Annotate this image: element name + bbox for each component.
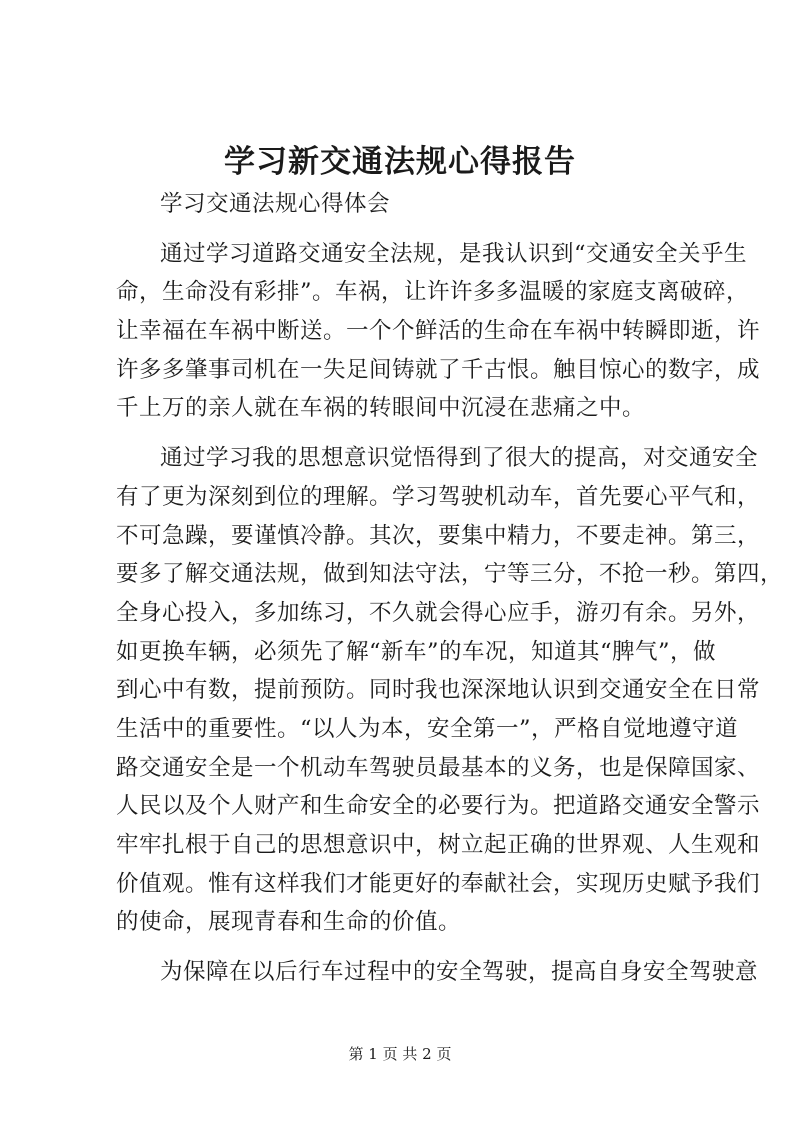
document-body bbox=[116, 185, 784, 992]
paragraph-line: 千上万的亲人就在车祸的转眼间中沉浸在悲痛之中。 bbox=[116, 395, 646, 422]
paragraph-1 bbox=[116, 235, 761, 428]
paragraph-line: 路交通安全是一个机动车驾驶员最基本的义务，也是保障国家、 bbox=[116, 754, 761, 781]
paragraph-line: 全身心投入，多加练习，不久就会得心应手，游刃有余。另外， bbox=[116, 599, 761, 626]
paragraph-line: 到心中有数，提前预防。同时我也深深地认识到交通安全在日常 bbox=[116, 677, 761, 704]
paragraph-line: 牢牢扎根于自己的思想意识中，树立起正确的世界观、人生观和 bbox=[116, 832, 761, 858]
paragraph-spacer bbox=[116, 942, 692, 953]
paragraph-line: 价值观。惟有这样我们才能更好的奉献社会，实现历史赋予我们 bbox=[116, 870, 761, 897]
paragraph-line: 让幸福在车祸中断送。一个个鲜活的生命在车祸中转瞬即逝，许 bbox=[116, 318, 761, 345]
paragraph-spacer bbox=[116, 224, 692, 235]
paragraph-line: 生活中的重要性。“以人为本，安全第一”，严格自觉地遵守道 bbox=[116, 715, 739, 742]
paragraph-line: 命，生命没有彩排”。车祸，让许许多多温暖的家庭支离破碎， bbox=[116, 279, 750, 306]
paragraph-2 bbox=[116, 439, 784, 942]
paragraph-line: 如更换车辆，必须先了解“新车”的车况，知道其“脾气”，做 bbox=[116, 638, 717, 665]
paragraph-line: 有了更为深刻到位的理解。学习驾驶机动车，首先要心平气和， bbox=[116, 483, 761, 510]
paragraph-line: 许多多肇事司机在一失足间铸就了千古恨。触目惊心的数字，成 bbox=[116, 356, 761, 383]
paragraph-spacer bbox=[116, 428, 692, 439]
subtitle: 学习交通法规心得体会 bbox=[160, 191, 391, 217]
paragraph-line: 人民以及个人财产和生命安全的必要行为。把道路交通安全警示 bbox=[116, 793, 761, 820]
paragraph-line: 通过学习道路交通安全法规，是我认识到“交通安全关乎生 bbox=[160, 240, 748, 267]
page-indicator: 第 1 页 共 2 页 bbox=[348, 1045, 452, 1063]
paragraph-line: 为保障在以后行车过程中的安全驾驶，提高自身安全驾驶意 bbox=[160, 959, 759, 986]
paragraph-line: 不可急躁，要谨慎冷静。其次，要集中精力，不要走神。第三， bbox=[116, 522, 761, 549]
paragraph-3 bbox=[116, 953, 759, 992]
document-title: 学习新交通法规心得报告 bbox=[224, 144, 576, 180]
paragraph-line: 的使命，展现青春和生命的价值。 bbox=[116, 909, 462, 936]
paragraph-line: 要多了解交通法规，做到知法守法，宁等三分，不抢一秒。第四， bbox=[116, 561, 784, 588]
paragraph-line: 通过学习我的思想意识觉悟得到了很大的提高，对交通安全 bbox=[160, 445, 759, 472]
